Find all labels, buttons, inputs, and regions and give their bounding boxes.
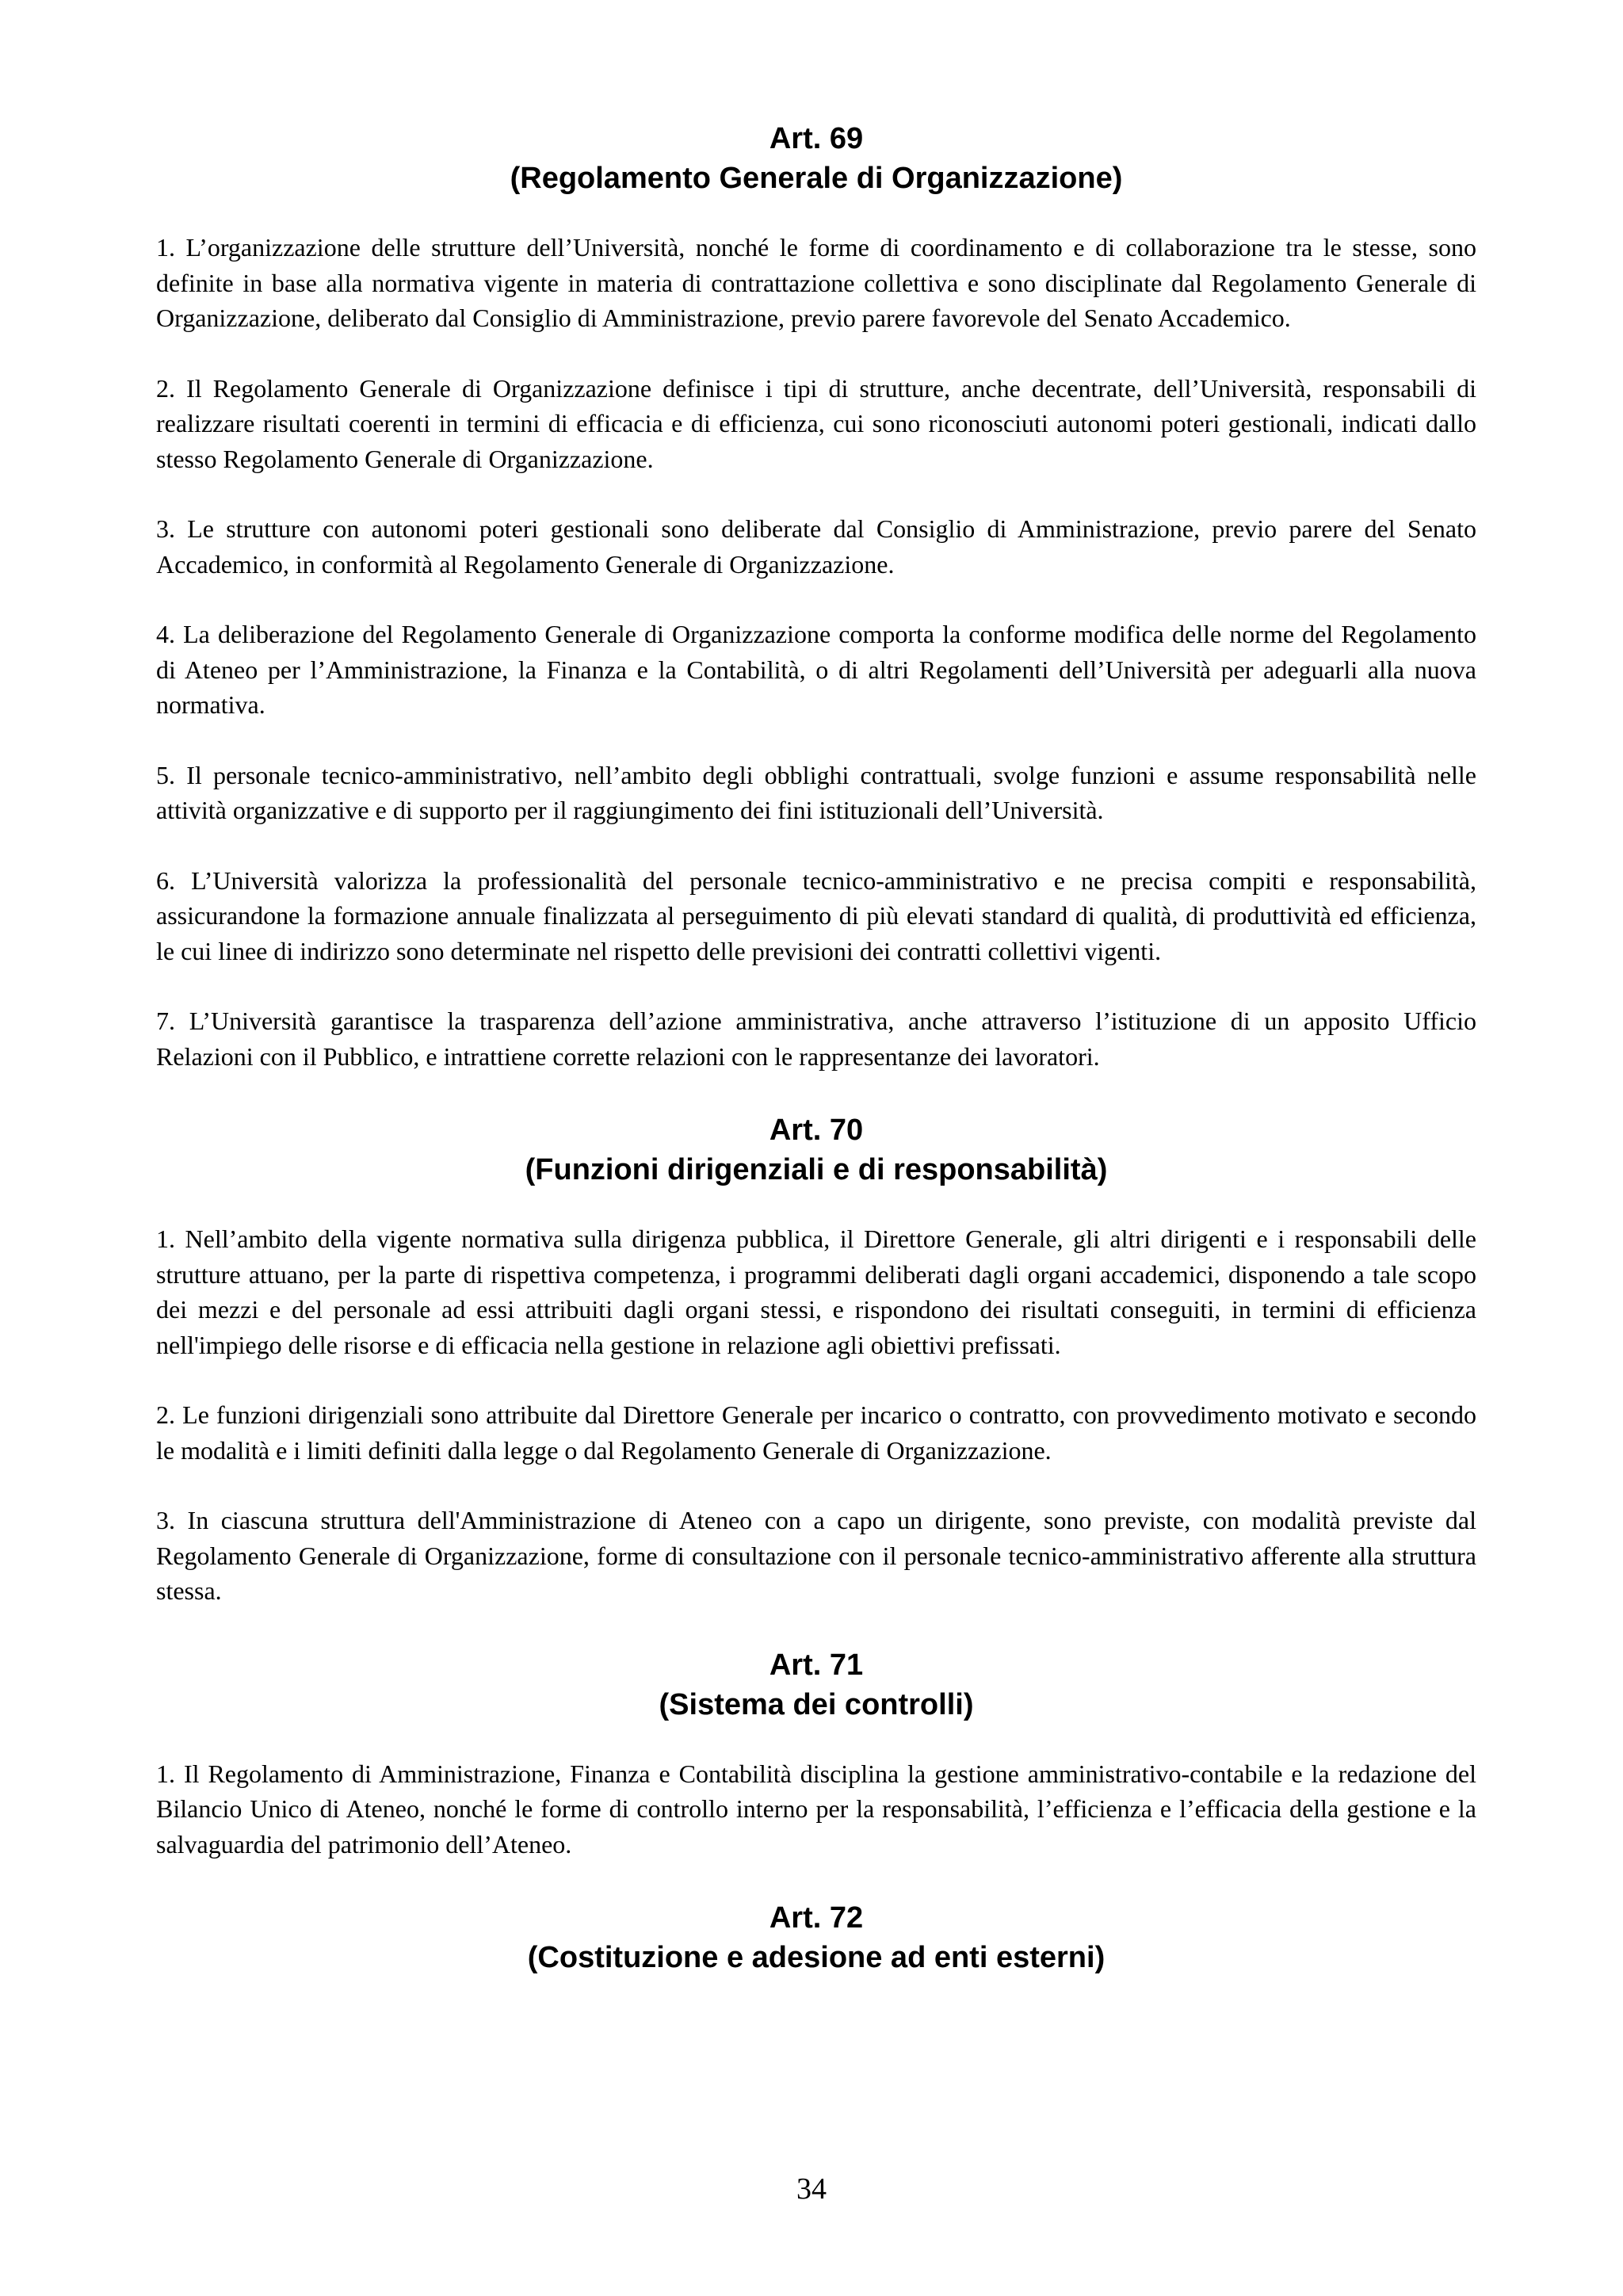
article-title: (Sistema dei controlli)	[659, 1687, 974, 1721]
paragraph: 3. In ciascuna struttura dell'Amministrazione di Ateneo con a capo un dirigente, sono previste, con modalità previste dal Regolamento Generale di Organizzazione, forme di consultazione con il personale tecnico-amministrativo afferente alla struttura stessa.	[156, 1506, 1476, 1605]
article-72	[156, 1898, 1476, 1977]
paragraph: 3. Le strutture con autonomi poteri gestionali sono deliberate dal Consiglio di Amministrazione, previo parere del Senato Accademico, in conformità al Regolamento Generale di Organizzazione.	[156, 514, 1476, 579]
article-number: Art. 72	[769, 1901, 864, 1935]
page-number: 34	[796, 2172, 827, 2206]
article-title: (Costituzione e adesione ad enti esterni)	[527, 1941, 1106, 1974]
paragraph: 4. La deliberazione del Regolamento Generale di Organizzazione comporta la conforme modifica delle norme del Regolamento di Ateneo per l’Amministrazione, la Finanza e la Contabilità, o di altri Regolamenti dell’Università per adeguarli alla nuova normativa.	[156, 620, 1476, 719]
document-page	[156, 119, 1476, 1977]
article-number: Art. 70	[769, 1114, 864, 1147]
paragraph: 6. L’Università valorizza la professionalità del personale tecnico-amministrativo e ne precisa compiti e responsabilità, assicurandone la formazione annuale finalizzata al perseguimento di più elevati standard di qualità, di produttività ed efficienza, le cui linee di indirizzo sono determinate nel rispetto delle previsioni dei contratti collettivi vigenti.	[156, 865, 1476, 965]
paragraph: 1. Nell’ambito della vigente normativa sulla dirigenza pubblica, il Direttore Generale, gli altri dirigenti e i responsabili delle strutture attuano, per la parte di rispettiva competenza, i programmi deliberati dagli organi accademici, disponendo a tale scopo dei mezzi e del personale ad essi attribuiti dagli organi stessi, e rispondono dei risultati conseguiti, in termini di efficienza nell'impiego delle risorse e di efficacia nella gestione in relazione agli obiettivi prefissati.	[156, 1224, 1476, 1359]
article-number: Art. 71	[769, 1648, 864, 1682]
paragraph: 7. L’Università garantisce la trasparenza dell’azione amministrativa, anche attraverso l’istituzione di un apposito Ufficio Relazioni con il Pubblico, e intrattiene corrette relazioni con le rappresentanze dei lavoratori.	[156, 1007, 1476, 1071]
paragraph: 5. Il personale tecnico-amministrativo, nell’ambito degli obblighi contrattuali, svolge funzioni e assume responsabilità nelle attività organizzative e di supporto per il raggiungimento dei fini istituzionali dell’Università.	[156, 760, 1476, 824]
article-70	[156, 1110, 1476, 1609]
article-number: Art. 69	[769, 122, 864, 155]
paragraph: 2. Le funzioni dirigenziali sono attribuite dal Direttore Generale per incarico o contratto, con provvedimento motivato e secondo le modalità e i limiti definiti dalla legge o dal Regolamento Generale di Organizzazione.	[156, 1400, 1476, 1465]
article-title: (Funzioni dirigenziali e di responsabilità)	[525, 1153, 1108, 1186]
paragraph: 2. Il Regolamento Generale di Organizzazione definisce i tipi di strutture, anche decentrate, dell’Università, responsabili di realizzare risultati coerenti in termini di efficacia e di efficienza, cui sono riconosciuti autonomi poteri gestionali, indicati dallo stesso Regolamento Generale di Organizzazione.	[156, 373, 1476, 473]
paragraph: 1. Il Regolamento di Amministrazione, Finanza e Contabilità disciplina la gestione amministrativo-contabile e la redazione del Bilancio Unico di Ateneo, nonché le forme di controllo interno per la responsabilità, l’efficienza e l’efficacia della gestione e la salvaguardia del patrimonio dell’Ateneo.	[156, 1759, 1476, 1859]
article-title: (Regolamento Generale di Organizzazione)	[510, 162, 1123, 195]
paragraph: 1. L’organizzazione delle strutture dell’Università, nonché le forme di coordinamento e di collaborazione tra le stesse, sono definite in base alla normativa vigente in materia di contrattazione collettiva e sono disciplinate dal Regolamento Generale di Organizzazione, deliberato dal Consiglio di Amministrazione, previo parere favorevole del Senato Accademico.	[156, 233, 1476, 332]
article-71	[156, 1645, 1476, 1862]
article-69	[156, 119, 1476, 1074]
